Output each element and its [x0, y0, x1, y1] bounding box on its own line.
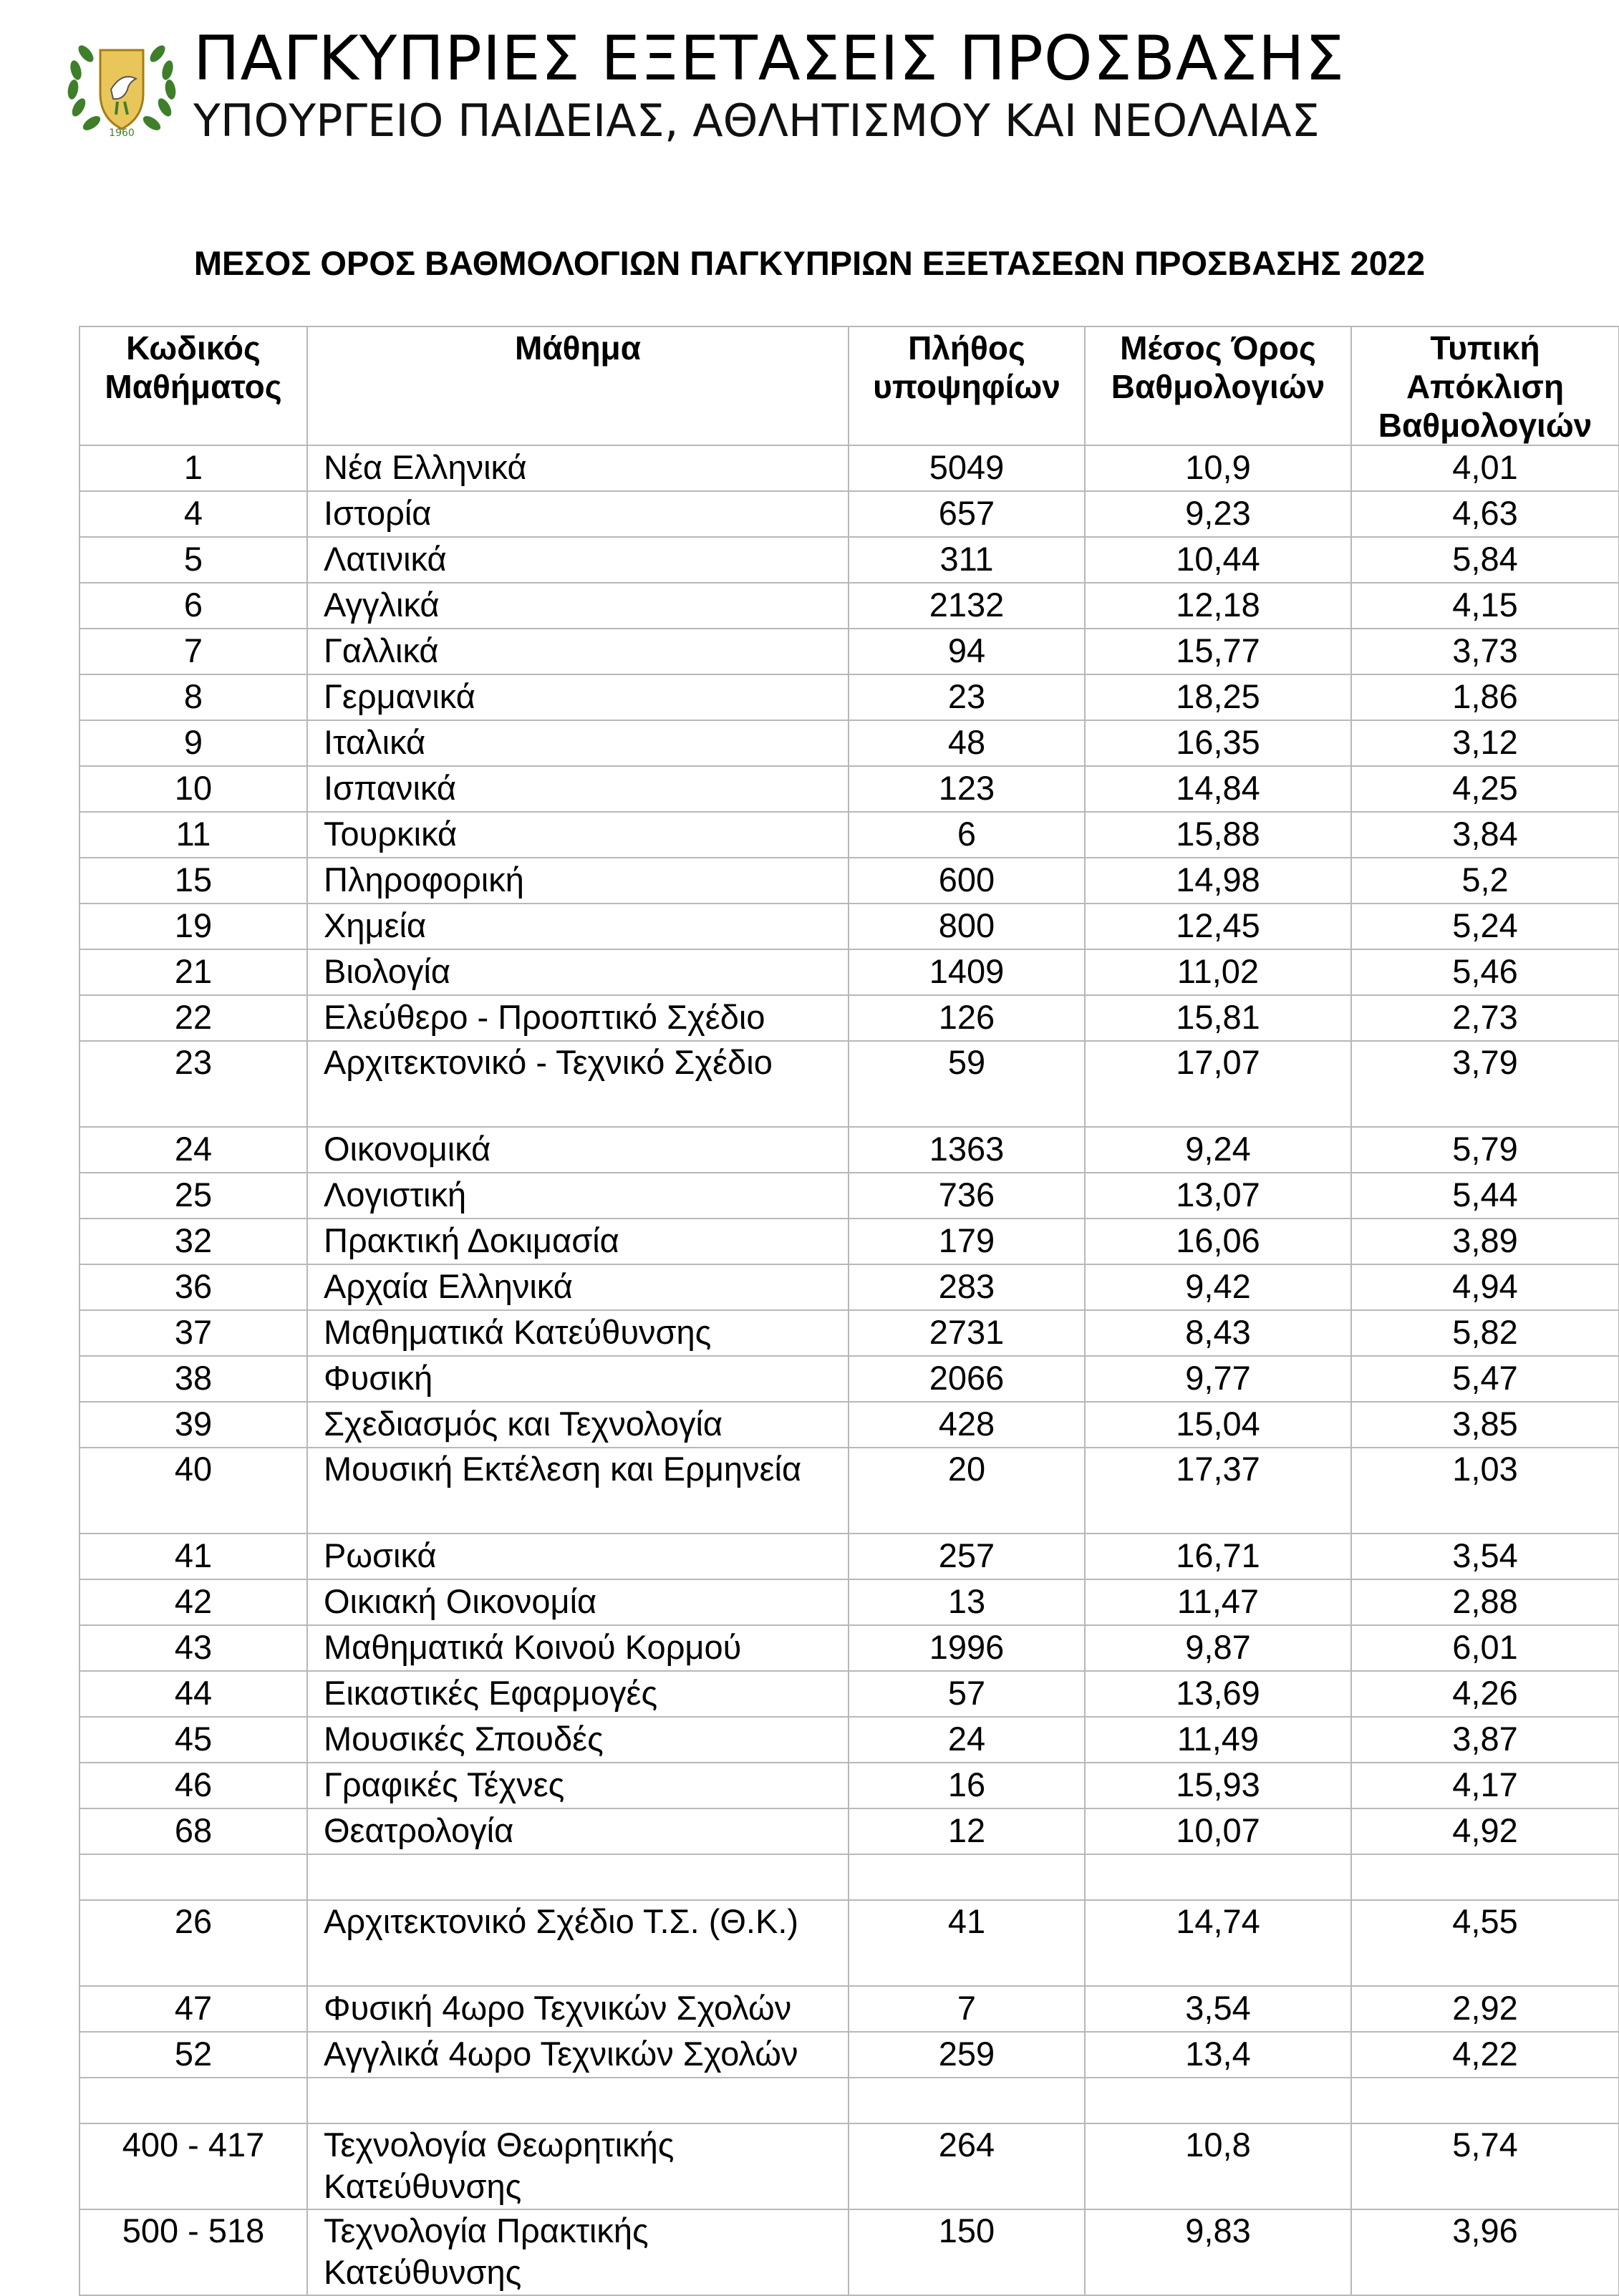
candidate-count: 7: [849, 1986, 1085, 2032]
table-row: [79, 949, 1619, 995]
spacer-row: [79, 1854, 1619, 1900]
mean-score: 15,77: [1085, 629, 1351, 674]
mean-score: 12,45: [1085, 904, 1351, 949]
std-deviation: 2,73: [1351, 995, 1619, 1041]
candidate-count: 94: [849, 629, 1085, 674]
course-code: 43: [79, 1625, 307, 1671]
subject-name: Πληροφορική: [307, 858, 849, 904]
subject-name: Γερμανικά: [307, 674, 849, 720]
table-row: [79, 1808, 1619, 1854]
subject-name: Μαθηματικά Κατεύθυνσης: [307, 1310, 849, 1356]
header-code-line: Κωδικός: [126, 329, 261, 367]
subject-name: Ισπανικά: [307, 766, 849, 812]
course-code: 23: [79, 1041, 307, 1127]
candidate-count: 1996: [849, 1625, 1085, 1671]
subject-name: Χημεία: [307, 904, 849, 949]
course-code: 47: [79, 1986, 307, 2032]
subject-name: Οικιακή Οικονομία: [307, 1579, 849, 1625]
subject-name: Βιολογία: [307, 949, 849, 995]
header-code: [79, 326, 307, 445]
std-deviation: 4,22: [1351, 2032, 1619, 2078]
table-row: [79, 1219, 1619, 1264]
mean-score: 16,35: [1085, 720, 1351, 766]
subject-name: Ιστορία: [307, 491, 849, 537]
course-code: 6: [79, 583, 307, 629]
table-row: [79, 1448, 1619, 1534]
mean-score: 15,04: [1085, 1402, 1351, 1448]
candidate-count: 2132: [849, 583, 1085, 629]
std-deviation: 2,92: [1351, 1986, 1619, 2032]
subject-name: Ρωσικά: [307, 1534, 849, 1579]
candidate-count: 41: [849, 1900, 1085, 1986]
course-code: 4: [79, 491, 307, 537]
candidate-count: 1409: [849, 949, 1085, 995]
course-code: 10: [79, 766, 307, 812]
course-code: 9: [79, 720, 307, 766]
mean-score: 15,88: [1085, 812, 1351, 858]
table-row: [79, 1173, 1619, 1219]
empty-cell: [307, 2078, 849, 2123]
empty-cell: [79, 1854, 307, 1900]
course-code: 7: [79, 629, 307, 674]
mean-score: 9,23: [1085, 491, 1351, 537]
std-deviation: 3,89: [1351, 1219, 1619, 1264]
std-deviation: 5,2: [1351, 858, 1619, 904]
std-deviation: 3,12: [1351, 720, 1619, 766]
course-code: 52: [79, 2032, 307, 2078]
candidate-count: 59: [849, 1041, 1085, 1127]
empty-cell: [1085, 1854, 1351, 1900]
svg-text:1960: 1960: [109, 127, 135, 139]
table-row: [79, 1402, 1619, 1448]
table-header-row: [79, 326, 1619, 445]
subject-name: Σχεδιασμός και Τεχνολογία: [307, 1402, 849, 1448]
std-deviation: 4,01: [1351, 445, 1619, 491]
mean-score: 9,42: [1085, 1264, 1351, 1310]
header-mean-line: Βαθμολογιών: [1111, 368, 1325, 405]
candidate-count: 12: [849, 1808, 1085, 1854]
table-row: [79, 1763, 1619, 1808]
header-subject: [307, 326, 849, 445]
std-deviation: 5,24: [1351, 904, 1619, 949]
subject-name: Λογιστική: [307, 1173, 849, 1219]
std-deviation: 3,85: [1351, 1402, 1619, 1448]
candidate-count: 5049: [849, 445, 1085, 491]
mean-score: 9,87: [1085, 1625, 1351, 1671]
course-code: 38: [79, 1356, 307, 1402]
mean-score: 10,8: [1085, 2123, 1351, 2209]
course-code: 32: [79, 1219, 307, 1264]
table-row: [79, 2032, 1619, 2078]
mean-score: 15,81: [1085, 995, 1351, 1041]
course-code: 44: [79, 1671, 307, 1717]
subject-name: Πρακτική Δοκιμασία: [307, 1219, 849, 1264]
mean-score: 10,07: [1085, 1808, 1351, 1854]
std-deviation: 5,84: [1351, 537, 1619, 583]
empty-cell: [849, 1854, 1085, 1900]
table-row: [79, 1310, 1619, 1356]
std-deviation: 3,54: [1351, 1534, 1619, 1579]
table-row: [79, 1900, 1619, 1986]
candidate-count: 600: [849, 858, 1085, 904]
course-code: 8: [79, 674, 307, 720]
std-deviation: 4,92: [1351, 1808, 1619, 1854]
course-code: 22: [79, 995, 307, 1041]
table-row: [79, 1579, 1619, 1625]
mean-score: 17,37: [1085, 1448, 1351, 1534]
empty-cell: [849, 2078, 1085, 2123]
header-code-line: Μαθήματος: [105, 368, 282, 405]
candidate-count: 150: [849, 2209, 1085, 2295]
candidate-count: 428: [849, 1402, 1085, 1448]
table-row: [79, 904, 1619, 949]
mean-score: 9,24: [1085, 1127, 1351, 1173]
std-deviation: 4,15: [1351, 583, 1619, 629]
mean-score: 13,4: [1085, 2032, 1351, 2078]
header-candidates-line: υποψηφίων: [873, 368, 1060, 405]
table-row: [79, 1986, 1619, 2032]
header-stddev-line: Τυπική: [1430, 329, 1540, 367]
subject-name: Τουρκικά: [307, 812, 849, 858]
subject-name: Γαλλικά: [307, 629, 849, 674]
course-code: 40: [79, 1448, 307, 1534]
candidate-count: 13: [849, 1579, 1085, 1625]
mean-score: 11,02: [1085, 949, 1351, 995]
table-row: [79, 720, 1619, 766]
cyprus-emblem-icon: [57, 21, 186, 150]
table-row: [79, 1264, 1619, 1310]
subject-name: Φυσική: [307, 1356, 849, 1402]
std-deviation: 2,88: [1351, 1579, 1619, 1625]
table-row: [79, 1127, 1619, 1173]
header-subject-line: Μάθημα: [515, 329, 641, 367]
candidate-count: 23: [849, 674, 1085, 720]
subject-name: Αρχιτεκτονικό - Τεχνικό Σχέδιο: [307, 1041, 849, 1127]
course-code: 5: [79, 537, 307, 583]
table-row: [79, 583, 1619, 629]
course-code: 39: [79, 1402, 307, 1448]
subject-name: Τεχνολογία Θεωρητικής Κατεύθυνσης: [307, 2123, 849, 2209]
std-deviation: 3,73: [1351, 629, 1619, 674]
subject-name: Τεχνολογία Πρακτικής Κατεύθυνσης: [307, 2209, 849, 2295]
std-deviation: 5,74: [1351, 2123, 1619, 2209]
std-deviation: 6,01: [1351, 1625, 1619, 1671]
candidate-count: 123: [849, 766, 1085, 812]
std-deviation: 4,17: [1351, 1763, 1619, 1808]
subject-name: Μαθηματικά Κοινού Κορμού: [307, 1625, 849, 1671]
empty-cell: [1351, 1854, 1619, 1900]
empty-cell: [1085, 2078, 1351, 2123]
table-row: [79, 1041, 1619, 1127]
candidate-count: 800: [849, 904, 1085, 949]
course-code: 19: [79, 904, 307, 949]
std-deviation: 4,25: [1351, 766, 1619, 812]
header-candidates: [849, 326, 1085, 445]
mean-score: 14,98: [1085, 858, 1351, 904]
std-deviation: 3,87: [1351, 1717, 1619, 1763]
subject-name: Αρχαία Ελληνικά: [307, 1264, 849, 1310]
mean-score: 17,07: [1085, 1041, 1351, 1127]
candidate-count: 283: [849, 1264, 1085, 1310]
subject-name: Εικαστικές Εφαρμογές: [307, 1671, 849, 1717]
course-code: 26: [79, 1900, 307, 1986]
table-row: [79, 2123, 1619, 2209]
mean-score: 13,07: [1085, 1173, 1351, 1219]
course-code: 68: [79, 1808, 307, 1854]
table-row: [79, 858, 1619, 904]
std-deviation: 5,79: [1351, 1127, 1619, 1173]
mean-score: 9,77: [1085, 1356, 1351, 1402]
candidate-count: 24: [849, 1717, 1085, 1763]
mean-score: 14,84: [1085, 766, 1351, 812]
candidate-count: 264: [849, 2123, 1085, 2209]
std-deviation: 4,55: [1351, 1900, 1619, 1986]
org-subtitle: ΥΠΟΥΡΓΕΙΟ ΠΑΙΔΕΙΑΣ, ΑΘΛΗΤΙΣΜΟΥ ΚΑΙ ΝΕΟΛΑΙΑΣ: [193, 95, 1320, 147]
course-code: 41: [79, 1534, 307, 1579]
grades-table: [79, 326, 1619, 2296]
table-row: [79, 1534, 1619, 1579]
org-title: ΠΑΓΚΥΠΡΙΕΣ ΕΞΕΤΑΣΕΙΣ ΠΡΟΣΒΑΣΗΣ: [193, 23, 1345, 95]
table-row: [79, 629, 1619, 674]
candidate-count: 657: [849, 491, 1085, 537]
subject-name: Νέα Ελληνικά: [307, 445, 849, 491]
std-deviation: 5,47: [1351, 1356, 1619, 1402]
candidate-count: 1363: [849, 1127, 1085, 1173]
header-mean: [1085, 326, 1351, 445]
mean-score: 8,43: [1085, 1310, 1351, 1356]
mean-score: 12,18: [1085, 583, 1351, 629]
subject-name: Γραφικές Τέχνες: [307, 1763, 849, 1808]
subject-name: Οικονομικά: [307, 1127, 849, 1173]
course-code: 25: [79, 1173, 307, 1219]
table-row: [79, 1625, 1619, 1671]
course-code: 21: [79, 949, 307, 995]
subject-name: Θεατρολογία: [307, 1808, 849, 1854]
std-deviation: 3,96: [1351, 2209, 1619, 2295]
candidate-count: 6: [849, 812, 1085, 858]
table-row: [79, 2209, 1619, 2295]
candidate-count: 20: [849, 1448, 1085, 1534]
document-title: ΜΕΣΟΣ ΟΡΟΣ ΒΑΘΜΟΛΟΓΙΩΝ ΠΑΓΚΥΠΡΙΩΝ ΕΞΕΤΑΣΕΩΝ ΠΡΟΣΒΑΣΗΣ 2022: [193, 244, 1426, 282]
course-code: 24: [79, 1127, 307, 1173]
std-deviation: 5,44: [1351, 1173, 1619, 1219]
std-deviation: 5,46: [1351, 949, 1619, 995]
std-deviation: 1,03: [1351, 1448, 1619, 1534]
subject-name: Αγγλικά 4ωρο Τεχνικών Σχολών: [307, 2032, 849, 2078]
subject-name: Μουσικές Σπουδές: [307, 1717, 849, 1763]
candidate-count: 57: [849, 1671, 1085, 1717]
empty-cell: [1351, 2078, 1619, 2123]
course-code: 11: [79, 812, 307, 858]
course-code: 400 - 417: [79, 2123, 307, 2209]
course-code: 37: [79, 1310, 307, 1356]
header-stddev: [1351, 326, 1619, 445]
header-stddev-line: Βαθμολογιών: [1378, 407, 1593, 444]
subject-name: Αγγλικά: [307, 583, 849, 629]
subject-name: Ελεύθερο - Προοπτικό Σχέδιο: [307, 995, 849, 1041]
table-row: [79, 812, 1619, 858]
subject-name: Φυσική 4ωρο Τεχνικών Σχολών: [307, 1986, 849, 2032]
course-code: 15: [79, 858, 307, 904]
subject-name: Αρχιτεκτονικό Σχέδιο Τ.Σ. (Θ.Κ.): [307, 1900, 849, 1986]
subject-name: Λατινικά: [307, 537, 849, 583]
mean-score: 14,74: [1085, 1900, 1351, 1986]
table-body: [79, 445, 1619, 2295]
table-row: [79, 1356, 1619, 1402]
table-row: [79, 537, 1619, 583]
mean-score: 18,25: [1085, 674, 1351, 720]
candidate-count: 736: [849, 1173, 1085, 1219]
candidate-count: 2731: [849, 1310, 1085, 1356]
table-row: [79, 1717, 1619, 1763]
course-code: 42: [79, 1579, 307, 1625]
course-code: 500 - 518: [79, 2209, 307, 2295]
header-stddev-line: Απόκλιση: [1406, 368, 1565, 405]
candidate-count: 48: [849, 720, 1085, 766]
std-deviation: 1,86: [1351, 674, 1619, 720]
course-code: 36: [79, 1264, 307, 1310]
candidate-count: 259: [849, 2032, 1085, 2078]
mean-score: 11,49: [1085, 1717, 1351, 1763]
mean-score: 10,9: [1085, 445, 1351, 491]
candidate-count: 257: [849, 1534, 1085, 1579]
spacer-row: [79, 2078, 1619, 2123]
mean-score: 10,44: [1085, 537, 1351, 583]
mean-score: 15,93: [1085, 1763, 1351, 1808]
header-mean-line: Μέσος Όρος: [1120, 329, 1316, 367]
page-header: [50, 16, 1345, 152]
table-row: [79, 766, 1619, 812]
subject-name: Μουσική Εκτέλεση και Ερμηνεία: [307, 1448, 849, 1534]
course-code: 1: [79, 445, 307, 491]
mean-score: 16,06: [1085, 1219, 1351, 1264]
table-row: [79, 445, 1619, 491]
candidate-count: 179: [849, 1219, 1085, 1264]
table-row: [79, 995, 1619, 1041]
candidate-count: 2066: [849, 1356, 1085, 1402]
empty-cell: [79, 2078, 307, 2123]
candidate-count: 126: [849, 995, 1085, 1041]
mean-score: 16,71: [1085, 1534, 1351, 1579]
table-row: [79, 1671, 1619, 1717]
candidate-count: 16: [849, 1763, 1085, 1808]
std-deviation: 4,94: [1351, 1264, 1619, 1310]
mean-score: 9,83: [1085, 2209, 1351, 2295]
empty-cell: [307, 1854, 849, 1900]
subject-name: Ιταλικά: [307, 720, 849, 766]
course-code: 45: [79, 1717, 307, 1763]
candidate-count: 311: [849, 537, 1085, 583]
course-code: 46: [79, 1763, 307, 1808]
mean-score: 3,54: [1085, 1986, 1351, 2032]
std-deviation: 4,63: [1351, 491, 1619, 537]
std-deviation: 4,26: [1351, 1671, 1619, 1717]
std-deviation: 3,84: [1351, 812, 1619, 858]
mean-score: 13,69: [1085, 1671, 1351, 1717]
table-row: [79, 674, 1619, 720]
table-row: [79, 491, 1619, 537]
std-deviation: 3,79: [1351, 1041, 1619, 1127]
std-deviation: 5,82: [1351, 1310, 1619, 1356]
mean-score: 11,47: [1085, 1579, 1351, 1625]
header-candidates-line: Πλήθος: [908, 329, 1025, 367]
